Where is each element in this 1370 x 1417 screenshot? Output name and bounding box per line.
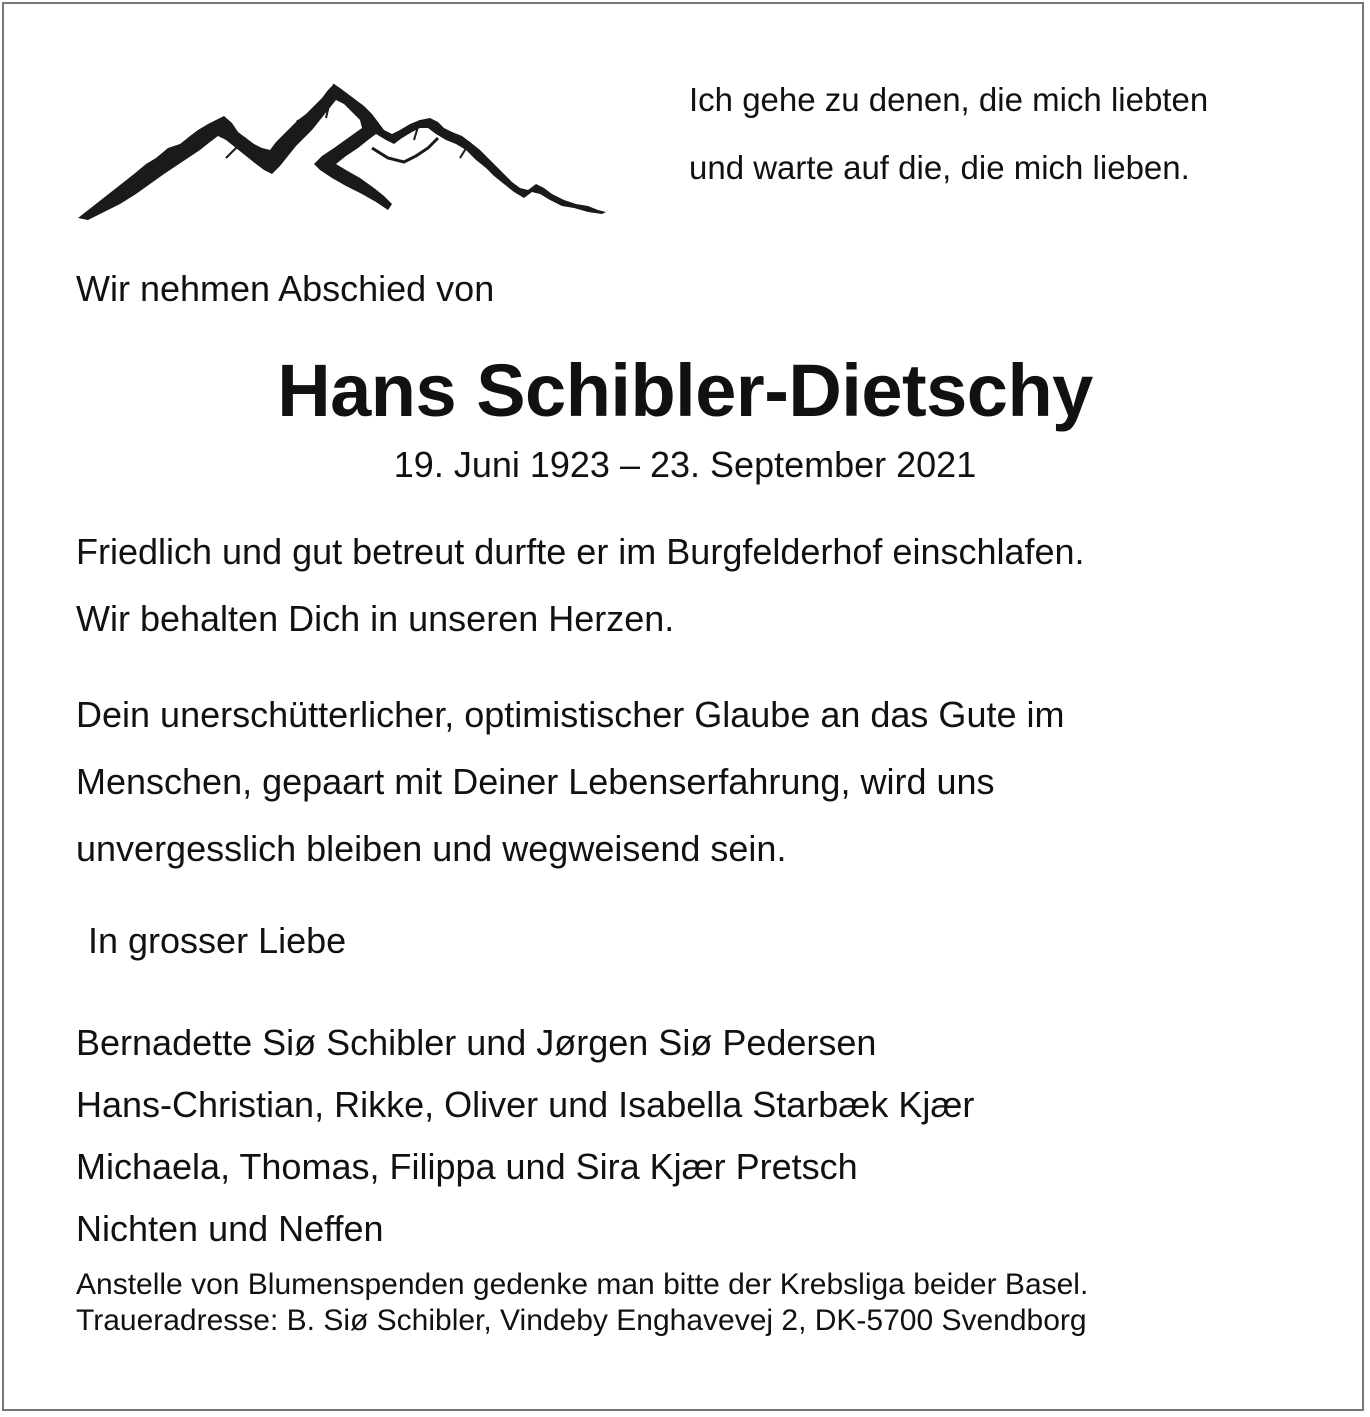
mourner-entry: Nichten und Neffen	[76, 1208, 384, 1249]
motto-line-1: Ich gehe zu denen, die mich liebten	[689, 81, 1209, 118]
motto-line-2: und warte auf die, die mich lieben.	[689, 149, 1190, 186]
life-dates: 19. Juni 1923 – 23. September 2021	[393, 444, 977, 485]
closing-line: In grosser Liebe	[88, 920, 347, 961]
paragraph-tribute	[76, 681, 1064, 882]
paragraph-line: Friedlich und gut betreut durfte er im Burgfelderhof einschlafen.	[76, 531, 1085, 572]
donation-note: Anstelle von Blumenspenden gedenke man bitte der Krebsliga beider Basel.	[76, 1268, 1089, 1301]
mourner-entry: Bernadette Siø Schibler und Jørgen Siø Pedersen	[76, 1022, 877, 1063]
mourner-entry: Michaela, Thomas, Filippa und Sira Kjær Pretsch	[76, 1146, 858, 1187]
intro-text: Wir nehmen Abschied von	[76, 268, 495, 309]
mourners-list	[76, 1012, 974, 1260]
paragraph-line: Wir behalten Dich in unseren Herzen.	[76, 598, 675, 639]
motto-quote	[689, 66, 1208, 202]
mourner-entry: Hans-Christian, Rikke, Oliver und Isabella Starbæk Kjær	[76, 1084, 975, 1125]
paragraph-line: Dein unerschütterlicher, optimistischer Glaube an das Gute im	[76, 694, 1065, 735]
notes	[76, 1267, 1088, 1339]
paragraph-line: Menschen, gepaart mit Deiner Lebenserfahrung, wird uns	[76, 761, 995, 802]
mourning-address: Traueradresse: B. Siø Schibler, Vindeby Enghavevej 2, DK-5700 Svendborg	[76, 1304, 1087, 1337]
paragraph-line: unvergesslich bleiben und wegweisend sein.	[76, 828, 787, 869]
paragraph-farewell	[76, 518, 1085, 652]
mountain-range-icon	[76, 78, 608, 224]
deceased-name: Hans Schibler-Dietschy	[277, 349, 1093, 432]
